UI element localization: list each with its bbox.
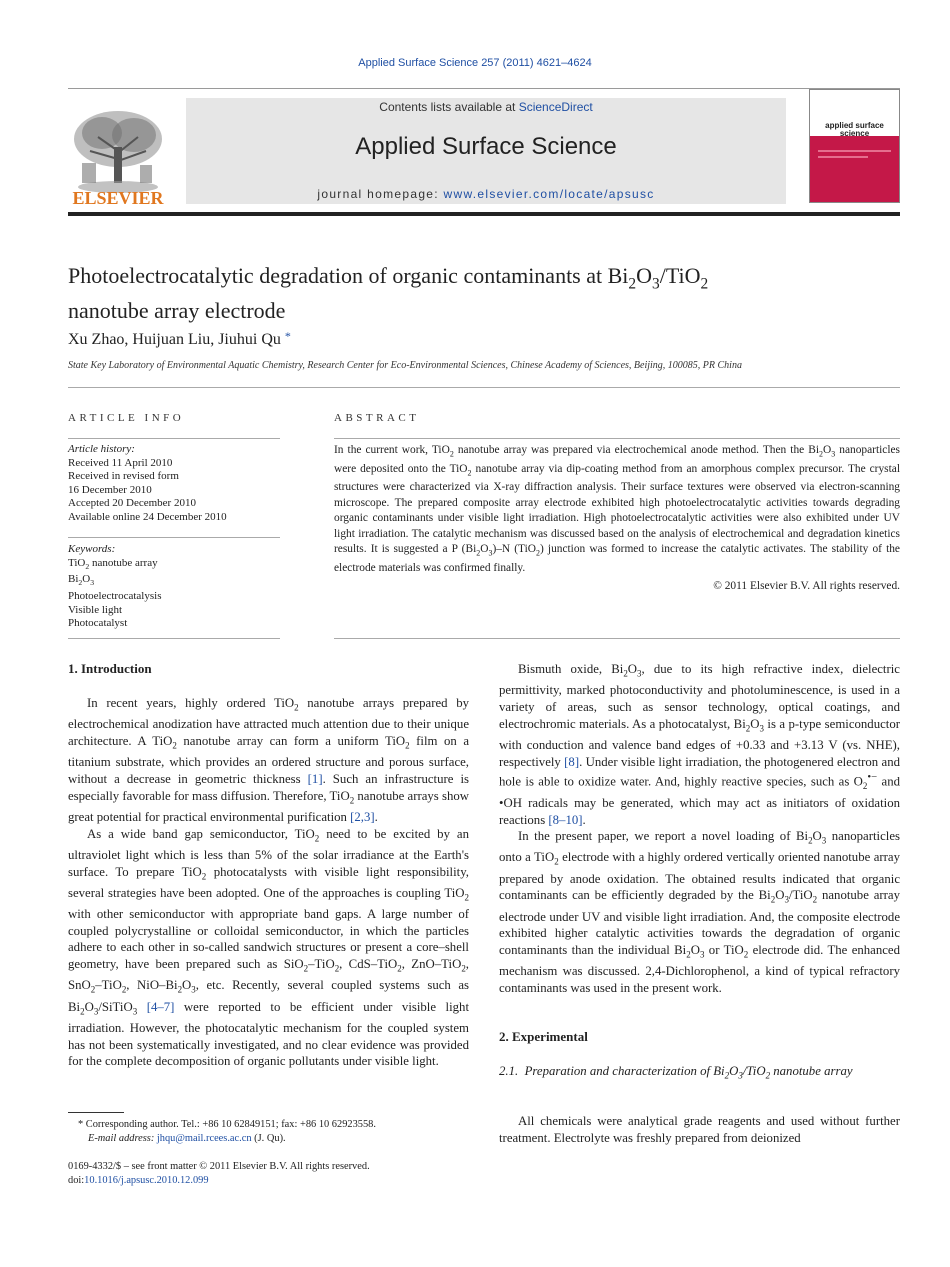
intro-paragraph-1: In recent years, highly ordered TiO$_2$ nanotube arrays prepared by electrochemical anodization have attracted much attention due to their unique architecture. A TiO$_2$ nanotube array can form a uniform TiO$_2$ film on a titanium substrate, which provides an ordered structure and porous surface, without a decrease in geometric thickness [1]. Such an infrastructure is especially favorable for mass diffusion. Therefore, TiO$_2$ nanotube arrays show great potential for practical environmental purification [2,3]. <box>68 696 469 824</box>
abstract-bottom-rule <box>334 638 900 639</box>
history-item: Available online 24 December 2010 <box>68 510 227 523</box>
right-column-text <box>499 661 900 997</box>
section-2-1-text <box>499 1113 900 1146</box>
corresponding-author-mark[interactable]: * <box>284 329 291 343</box>
intro-paragraph-3: Bismuth oxide, $Bi_2O_3$, due to its high refractive index, dielectric permittivity, marked photoconductivity and photoluminescence, is used in a variety of areas, such as sensor technology, optical coatings, and electrochromic materials. As a photocatalyst, $Bi_2O_3$ is a p-type semiconductor with conduction and valence band edges of +0.33 and +3.13 V (vs. NHE), respectively [8]. Under visible light irradiation, the photogenered electron and hole is able to oxidize water. And, highly reactive species, such as $O_2^{•-}$ and •OH radicals may be generated, which may act as initiators of oxidation reactions [8–10]. <box>499 662 900 827</box>
title-rule <box>68 387 900 388</box>
journal-citation[interactable]: Applied Surface Science 257 (2011) 4621–4624 <box>358 57 592 69</box>
keyword: TiO$_2$ nanotube array <box>68 556 158 571</box>
email-line <box>68 1132 469 1146</box>
corresponding-line: * Corresponding author. Tel.: +86 10 62849151; fax: +86 10 62923558. <box>78 1119 376 1130</box>
journal-name: Applied Surface Science <box>355 133 617 160</box>
authors: Xu Zhao, Huijuan Liu, Jiuhui Qu <box>68 331 281 348</box>
contents-prefix: Contents lists available at <box>379 100 519 114</box>
corresponding-author-footnote <box>68 1118 469 1146</box>
elsevier-wordmark: ELSEVIER <box>72 188 164 208</box>
issn-line: 0169-4332/$ – see front matter © 2011 Elsevier B.V. All rights reserved. <box>68 1161 370 1172</box>
ref-link[interactable]: [2,3] <box>350 809 375 824</box>
doi-link[interactable]: 10.1016/j.apsusc.2010.12.099 <box>84 1175 209 1186</box>
experimental-paragraph-1: All chemicals were analytical grade reagents and used without further treatment. Electrolyte was freshly prepared from deionized <box>499 1114 900 1145</box>
intro-paragraph-2: As a wide band gap semiconductor, TiO$_2$ need to be excited by an ultraviolet light which is less than 5% of the solar irradiance at the Earth's surface. To prepare TiO$_2$ photocatalysts with visible light responsibility, several strategies have been adopted. One of the approaches is coupling TiO$_2$ with other semiconductor with appropriate band gaps. A large number of coupled polycrystalline or colloidal semiconductor, in which the particles adhere to each other in so-called sandwich structures or present a core–shell geometry, have been prepared such as SiO$_2$–TiO$_2$, CdS–TiO$_2$, ZnO–TiO$_2$, SnO$_2$–TiO$_2$, NiO–$Bi_2O_3$, etc. Recently, several coupled systems such as $Bi_2O_3/SiTiO_3$ [4–7] were reported to be efficient under visible light irradiation. However, the photocatalytic mechanism for the coupled system has not been systematically investigated, and no clear evidence was provided for the complete decomposition of organic pollutants under visible light. <box>68 826 469 1069</box>
keyword: $Bi_2O_3$ <box>68 573 95 588</box>
section-1-heading-wrap <box>68 661 469 677</box>
abstract-text: In the current work, TiO$_2$ nanotube array was prepared via electrochemical anode method. Then the $Bi_2O_3$ nanoparticles were deposited onto the TiO$_2$ nanotube array via dip-coating method from an amorphous complex precursor. The crystal structures were characterized via X-ray diffraction analysis. Their surface textures were observed via electron-scanning microscope. The prepared composite array electrode exhibited high photoelectrocatalytic activities towards degrading organic contaminants under visible light irradiation. High photoelectrocatalytic activities were also exhibited under UV light irradiation. The catalytic mechanism was discussed based on the analysis of electrochemical and degradation kinetics results. It is suggested a P $(Bi_2O_3)-N$ (TiO$_2$) junction was formed to increase the catalytic activates. The stability of the electrode materials was confirmed finally. <box>334 444 900 574</box>
footnote-rule <box>68 1112 124 1113</box>
keywords-rule <box>68 537 280 538</box>
section-2-heading-wrap <box>499 1029 900 1045</box>
history-item: Received 11 April 2010 <box>68 456 173 469</box>
keyword: Photocatalyst <box>68 617 128 630</box>
email-tail: (J. Qu). <box>251 1133 286 1144</box>
left-column-text <box>68 695 469 1070</box>
doi-label: doi: <box>68 1175 85 1186</box>
header-rule <box>68 88 900 89</box>
keyword: Visible light <box>68 603 123 616</box>
article-history <box>68 443 280 525</box>
history-label: Article history: <box>68 443 135 455</box>
ref-link[interactable]: [4–7] <box>146 999 175 1014</box>
cover-stripe <box>818 150 891 152</box>
section-2-1-heading: 2.1. Preparation and characterization of $Bi_2O_3/TiO_2$ nanotube array <box>499 1064 853 1081</box>
keywords <box>68 543 280 631</box>
intro-paragraph-4: In the present paper, we report a novel loading of $Bi_2O_3$ nanoparticles onto a TiO$_2$ electrode with a highly ordered vertically oriented nanotube array prepared by anode oxidation. The obtained results indicated that organic contaminants can be efficiently degraded by the $Bi_2O_3/TiO_2$ nanotube array electrode under UV and visible light irradiation. And, the composite electrode exhibited higher catalytic activities towards the degradation of organic contaminants than the individual $Bi_2O_3$ or TiO$_2$ electrode did. The enhanced mechanism was discussed. 2,4-Dichlorophenol, a kind of typical refractory contaminants was used in the present work. <box>499 829 901 996</box>
contents-line <box>186 100 786 114</box>
history-item: Received in revised form <box>68 470 179 483</box>
article-title-line2: nanotube array electrode <box>68 298 286 324</box>
section-1-heading: 1. Introduction <box>68 661 152 676</box>
doi-line <box>68 1174 469 1188</box>
journal-homepage <box>186 187 786 201</box>
article-info-rule <box>68 438 280 439</box>
cover-stripe <box>818 156 868 158</box>
article-title: Photoelectrocatalytic degradation of organic contaminants at $Bi_2O_3/TiO_2$ nanotube array electrode <box>68 263 709 324</box>
keyword: Photoelectrocatalysis <box>68 590 162 603</box>
history-item: 16 December 2010 <box>68 483 152 496</box>
front-matter <box>68 1160 469 1188</box>
email-label: E-mail address: <box>88 1133 157 1144</box>
article-info-heading: ARTICLE INFO <box>68 412 185 424</box>
affiliation: State Key Laboratory of Environmental Aquatic Chemistry, Research Center for Eco-Environmental Sciences, Chinese Academy of Sciences, Beijing, 100085, PR China <box>68 360 742 371</box>
copyright: © 2011 Elsevier B.V. All rights reserved. <box>713 580 900 592</box>
author-list <box>68 329 291 349</box>
keywords-label: Keywords: <box>68 543 116 555</box>
ref-link[interactable]: [8–10] <box>548 812 583 827</box>
ref-link[interactable]: [1] <box>307 771 323 786</box>
journal-cover-thumbnail[interactable] <box>809 89 900 203</box>
homepage-link[interactable]: www.elsevier.com/locate/apsusc <box>443 187 655 201</box>
abstract-heading: ABSTRACT <box>334 412 420 424</box>
ref-link[interactable]: [8] <box>564 754 580 769</box>
cover-title: applied surface science <box>825 121 884 138</box>
homepage-prefix: journal homepage: <box>317 187 444 201</box>
email-link[interactable]: jhqu@mail.rcees.ac.cn <box>156 1133 252 1144</box>
section-2-heading: 2. Experimental <box>499 1029 588 1044</box>
history-item: Accepted 20 December 2010 <box>68 497 196 510</box>
info-bottom-rule <box>68 638 280 639</box>
header-thick-rule <box>68 212 900 216</box>
sciencedirect-link[interactable]: ScienceDirect <box>518 100 593 114</box>
abstract-rule <box>334 438 900 439</box>
